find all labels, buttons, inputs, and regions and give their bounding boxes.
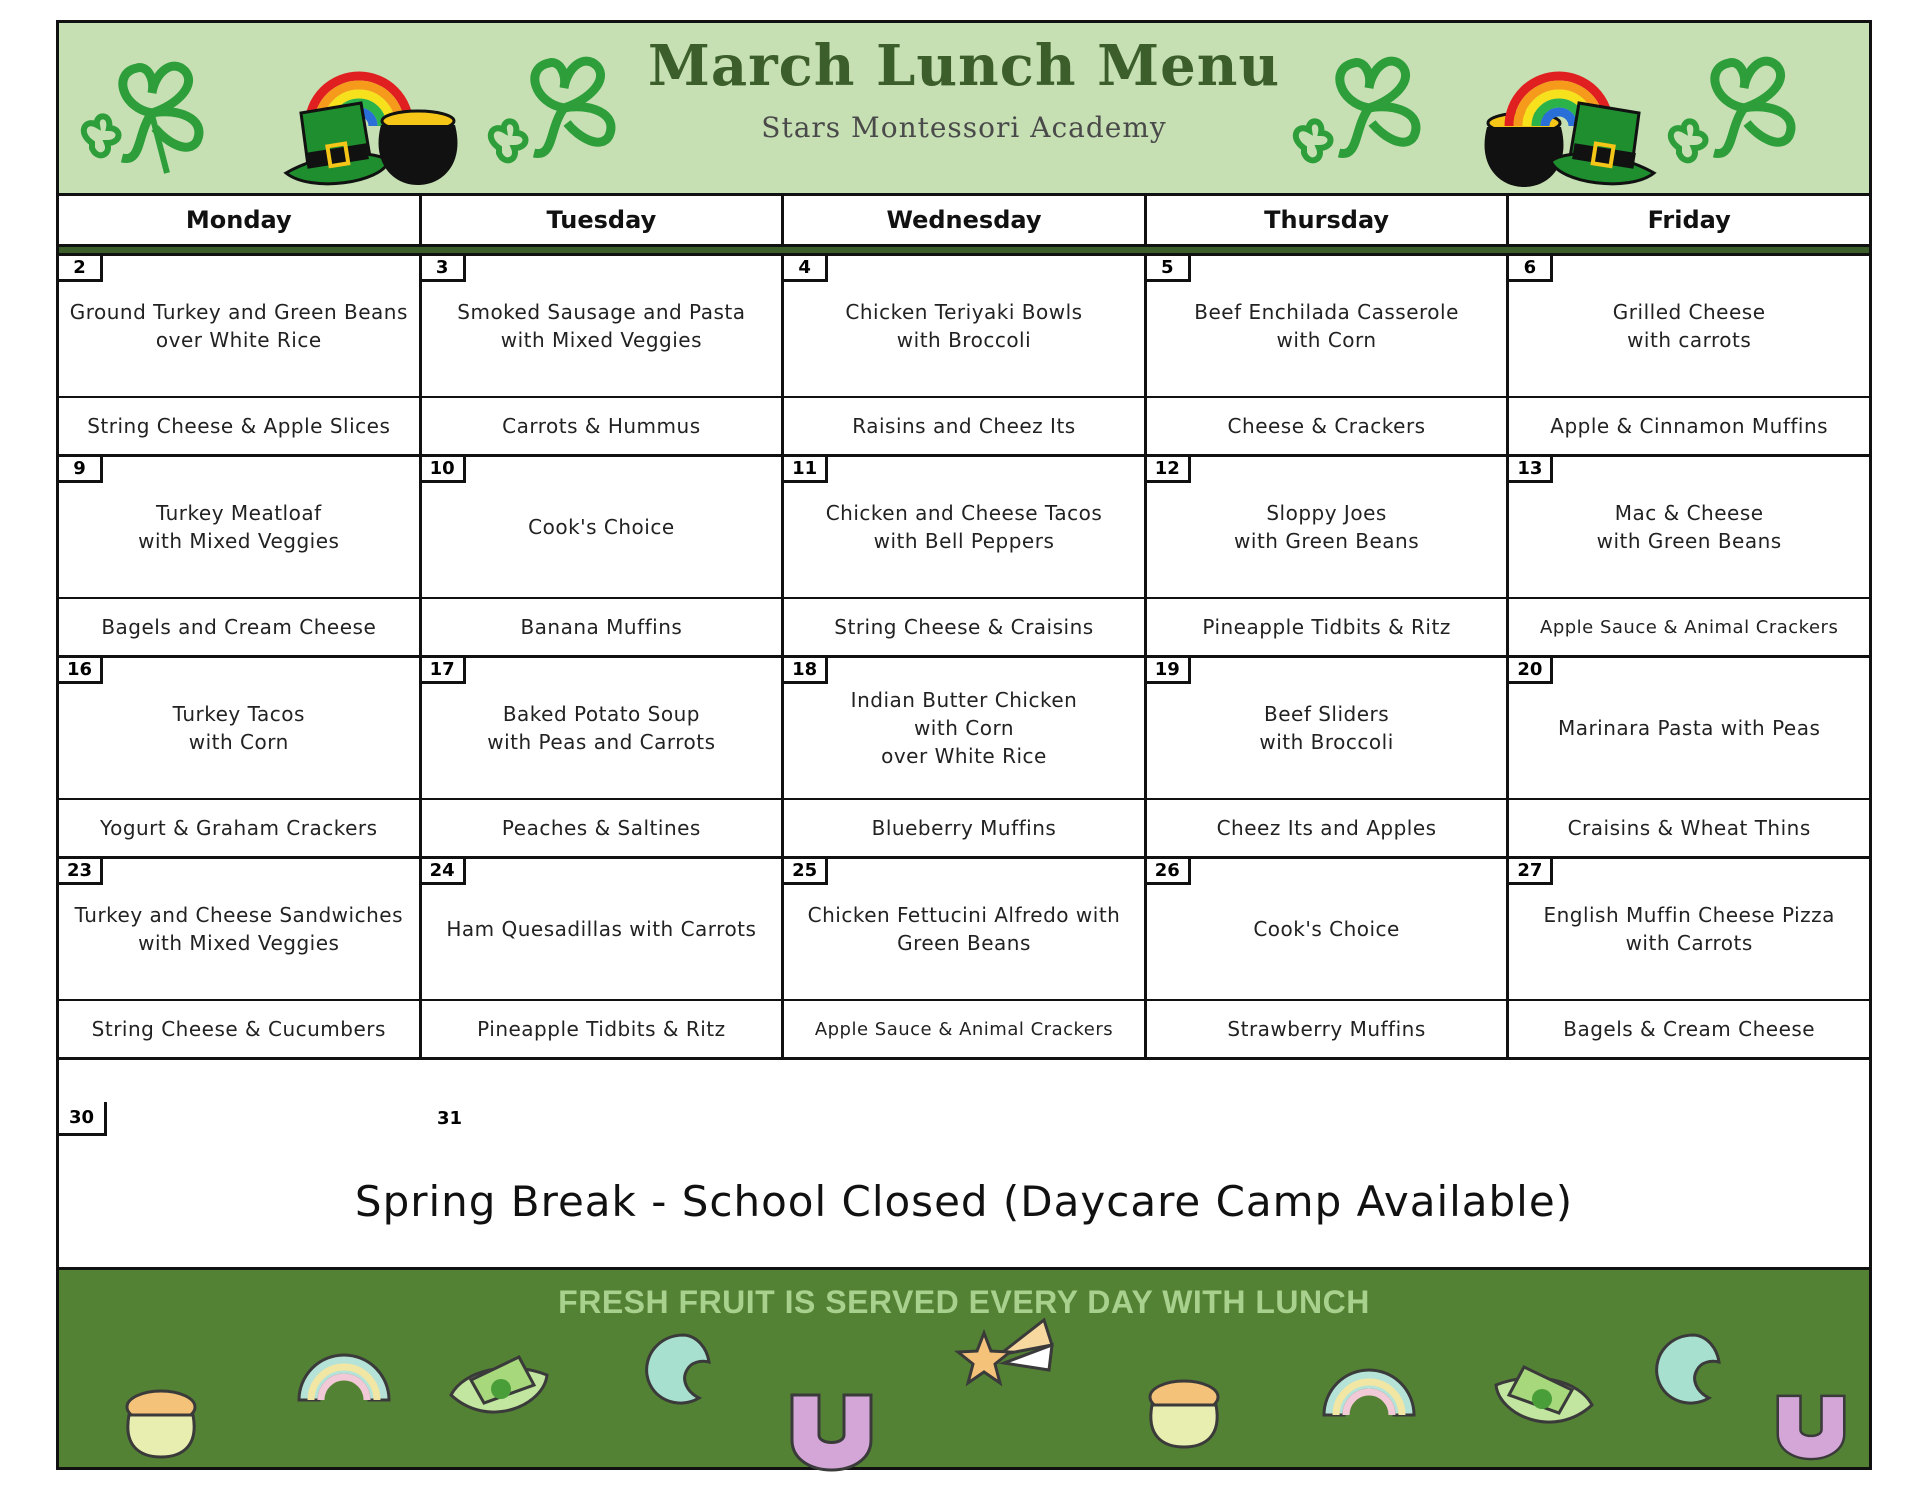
snack-item: String Cheese & Cucumbers: [91, 1017, 386, 1041]
lunch-item: [59, 457, 419, 599]
day-cell: [59, 457, 422, 655]
divider-bar: [59, 244, 1869, 256]
moon-icon: [1649, 1330, 1729, 1410]
fresh-fruit-message: FRESH FRUIT IS SERVED EVERY DAY WITH LUNCH: [558, 1284, 1370, 1320]
pot-of-gold-icon: [121, 1385, 201, 1460]
horseshoe-icon: [1771, 1390, 1851, 1465]
day-cell: [1509, 256, 1869, 454]
week-row: [59, 859, 1869, 1060]
lunch-text: Chicken Teriyaki Bowls with Broccoli: [845, 300, 1083, 352]
day-number: 4: [784, 256, 828, 282]
day-number: 27: [1509, 859, 1553, 885]
lunch-item: [59, 859, 419, 1001]
weekday-monday: Monday: [59, 196, 422, 244]
day-number: 12: [1147, 457, 1191, 483]
lunch-item: [1147, 457, 1507, 599]
lunch-text: Ham Quesadillas with Carrots: [446, 917, 757, 941]
snack-item: Apple & Cinnamon Muffins: [1550, 414, 1829, 438]
lunch-text: Turkey Meatloaf with Mixed Veggies: [138, 501, 340, 553]
day-cell: [1509, 658, 1869, 856]
lunch-item: [1147, 859, 1507, 1001]
day-cell: [784, 859, 1147, 1057]
day-number: 5: [1147, 256, 1191, 282]
day-number: 9: [59, 457, 103, 483]
day-cell: [1147, 658, 1510, 856]
day-number: 17: [422, 658, 466, 684]
lunch-item: [59, 658, 419, 800]
snack-item: Raisins and Cheez Its: [852, 414, 1076, 438]
horseshoe-icon: [784, 1390, 879, 1475]
lunch-text: Smoked Sausage and Pasta with Mixed Veggies: [457, 300, 746, 352]
day-number: 30: [59, 1102, 107, 1136]
snack-item: Strawberry Muffins: [1227, 1017, 1426, 1041]
lunch-text: Turkey Tacos with Corn: [172, 702, 305, 754]
lunch-text: Beef Sliders with Broccoli: [1259, 702, 1394, 754]
lunch-item: [59, 256, 419, 398]
page-title: March Lunch Menu: [647, 33, 1281, 99]
snack-item: Banana Muffins: [520, 615, 683, 639]
lunch-text: Sloppy Joes with Green Beans: [1234, 501, 1420, 553]
lunch-item: [1509, 457, 1869, 599]
leprechaun-hat-icon: [1549, 93, 1659, 193]
day-cell: [59, 658, 422, 856]
snack-item: Bagels and Cream Cheese: [101, 615, 377, 639]
lunch-text: Ground Turkey and Green Beans over White Rice: [69, 300, 408, 352]
snack-item: Cheez Its and Apples: [1216, 816, 1437, 840]
snack-item: Carrots & Hummus: [502, 414, 701, 438]
day-number: 16: [59, 658, 103, 684]
pot-of-gold-icon: [1144, 1375, 1224, 1450]
snack-item: Blueberry Muffins: [871, 816, 1057, 840]
day-number: 2: [59, 256, 103, 282]
lunch-text: Cook's Choice: [528, 515, 675, 539]
weekday-wednesday: Wednesday: [784, 196, 1147, 244]
lunch-item: [422, 658, 782, 800]
lunch-item: [784, 859, 1144, 1001]
moon-icon: [639, 1330, 719, 1410]
lunch-text: Chicken and Cheese Tacos with Bell Peppers: [825, 501, 1103, 553]
day-cell: [784, 457, 1147, 655]
shamrock-icon: [1274, 33, 1444, 183]
shamrock-icon: [1649, 33, 1819, 183]
day-number: 13: [1509, 457, 1553, 483]
lunch-item: [1147, 256, 1507, 398]
school-name: Stars Montessori Academy: [761, 111, 1167, 144]
weekday-header: [59, 196, 1869, 244]
day-number: 31: [437, 1108, 463, 1129]
lunch-menu-page: [56, 20, 1872, 1470]
week-row: [59, 457, 1869, 658]
lunch-item: [422, 859, 782, 1001]
snack-item: String Cheese & Craisins: [834, 615, 1094, 639]
lunch-item: [784, 256, 1144, 398]
leprechaun-hat-icon: [449, 1345, 549, 1430]
day-cell: [784, 658, 1147, 856]
day-number: 23: [59, 859, 103, 885]
day-number: 11: [784, 457, 828, 483]
lunch-item: [422, 256, 782, 398]
lunch-item: [422, 457, 782, 599]
weekday-friday: Friday: [1647, 206, 1731, 234]
lunch-text: Beef Enchilada Casserole with Corn: [1194, 300, 1459, 352]
day-number: 6: [1509, 256, 1553, 282]
week-row: [59, 658, 1869, 859]
lunch-text: Indian Butter Chicken with Corn over White Rice: [850, 688, 1078, 768]
lunch-item: [1509, 859, 1869, 1001]
day-cell: [1509, 457, 1869, 655]
snack-item: Cheese & Crackers: [1227, 414, 1426, 438]
snack-item: String Cheese & Apple Slices: [87, 414, 391, 438]
spring-break-row: [59, 1102, 1869, 1270]
weekday-tuesday: Tuesday: [422, 196, 785, 244]
week-row: [59, 256, 1869, 457]
day-cell: [1147, 859, 1510, 1057]
snack-item: Yogurt & Graham Crackers: [100, 816, 378, 840]
day-cell: [1509, 859, 1869, 1057]
day-cell: [784, 256, 1147, 454]
day-number: 26: [1147, 859, 1191, 885]
weekday-thursday: Thursday: [1147, 196, 1510, 244]
day-number: 20: [1509, 658, 1553, 684]
lunch-text: Chicken Fettucini Alfredo with Green Beans: [807, 903, 1121, 955]
menu-grid: [59, 256, 1869, 1060]
snack-item: Bagels & Cream Cheese: [1563, 1017, 1816, 1041]
snack-item: Pineapple Tidbits & Ritz: [1202, 615, 1451, 639]
leprechaun-hat-icon: [1494, 1355, 1594, 1440]
lunch-text: Grilled Cheese with carrots: [1612, 300, 1766, 352]
snack-item: Peaches & Saltines: [501, 816, 701, 840]
rainbow-icon: [1314, 1325, 1424, 1420]
day-number: 3: [422, 256, 466, 282]
rainbow-icon: [289, 1310, 399, 1405]
day-cell: [59, 859, 422, 1057]
day-number: 19: [1147, 658, 1191, 684]
day-cell: [1147, 457, 1510, 655]
day-cell: [422, 658, 785, 856]
shooting-star-icon: [954, 1315, 1054, 1405]
day-cell: [422, 457, 785, 655]
lunch-text: English Muffin Cheese Pizza with Carrots: [1543, 903, 1835, 955]
snack-item: Apple Sauce & Animal Crackers: [814, 1018, 1114, 1040]
lunch-item: [784, 658, 1144, 800]
day-cell: [422, 859, 785, 1057]
day-number: 25: [784, 859, 828, 885]
lunch-text: Baked Potato Soup with Peas and Carrots: [487, 702, 716, 754]
lunch-item: [784, 457, 1144, 599]
lunch-item: [1147, 658, 1507, 800]
lunch-text: Mac & Cheese with Green Beans: [1596, 501, 1782, 553]
lunch-text: Marinara Pasta with Peas: [1557, 716, 1821, 740]
spring-break-notice: Spring Break - School Closed (Daycare Camp Available): [354, 1177, 1574, 1226]
day-cell: [1147, 256, 1510, 454]
day-cell: [422, 256, 785, 454]
snack-item: Craisins & Wheat Thins: [1567, 816, 1811, 840]
lunch-text: Cook's Choice: [1253, 917, 1400, 941]
day-number: 18: [784, 658, 828, 684]
day-number: 10: [422, 457, 466, 483]
lunch-item: [1509, 256, 1869, 398]
menu-footer: [59, 1270, 1869, 1467]
day-number: 24: [422, 859, 466, 885]
day-cell: [59, 256, 422, 454]
lunch-text: Turkey and Cheese Sandwiches with Mixed Veggies: [74, 903, 403, 955]
lunch-item: [1509, 658, 1869, 800]
snack-item: Apple Sauce & Animal Crackers: [1540, 616, 1839, 638]
menu-header: [59, 23, 1869, 196]
snack-item: Pineapple Tidbits & Ritz: [477, 1017, 726, 1041]
